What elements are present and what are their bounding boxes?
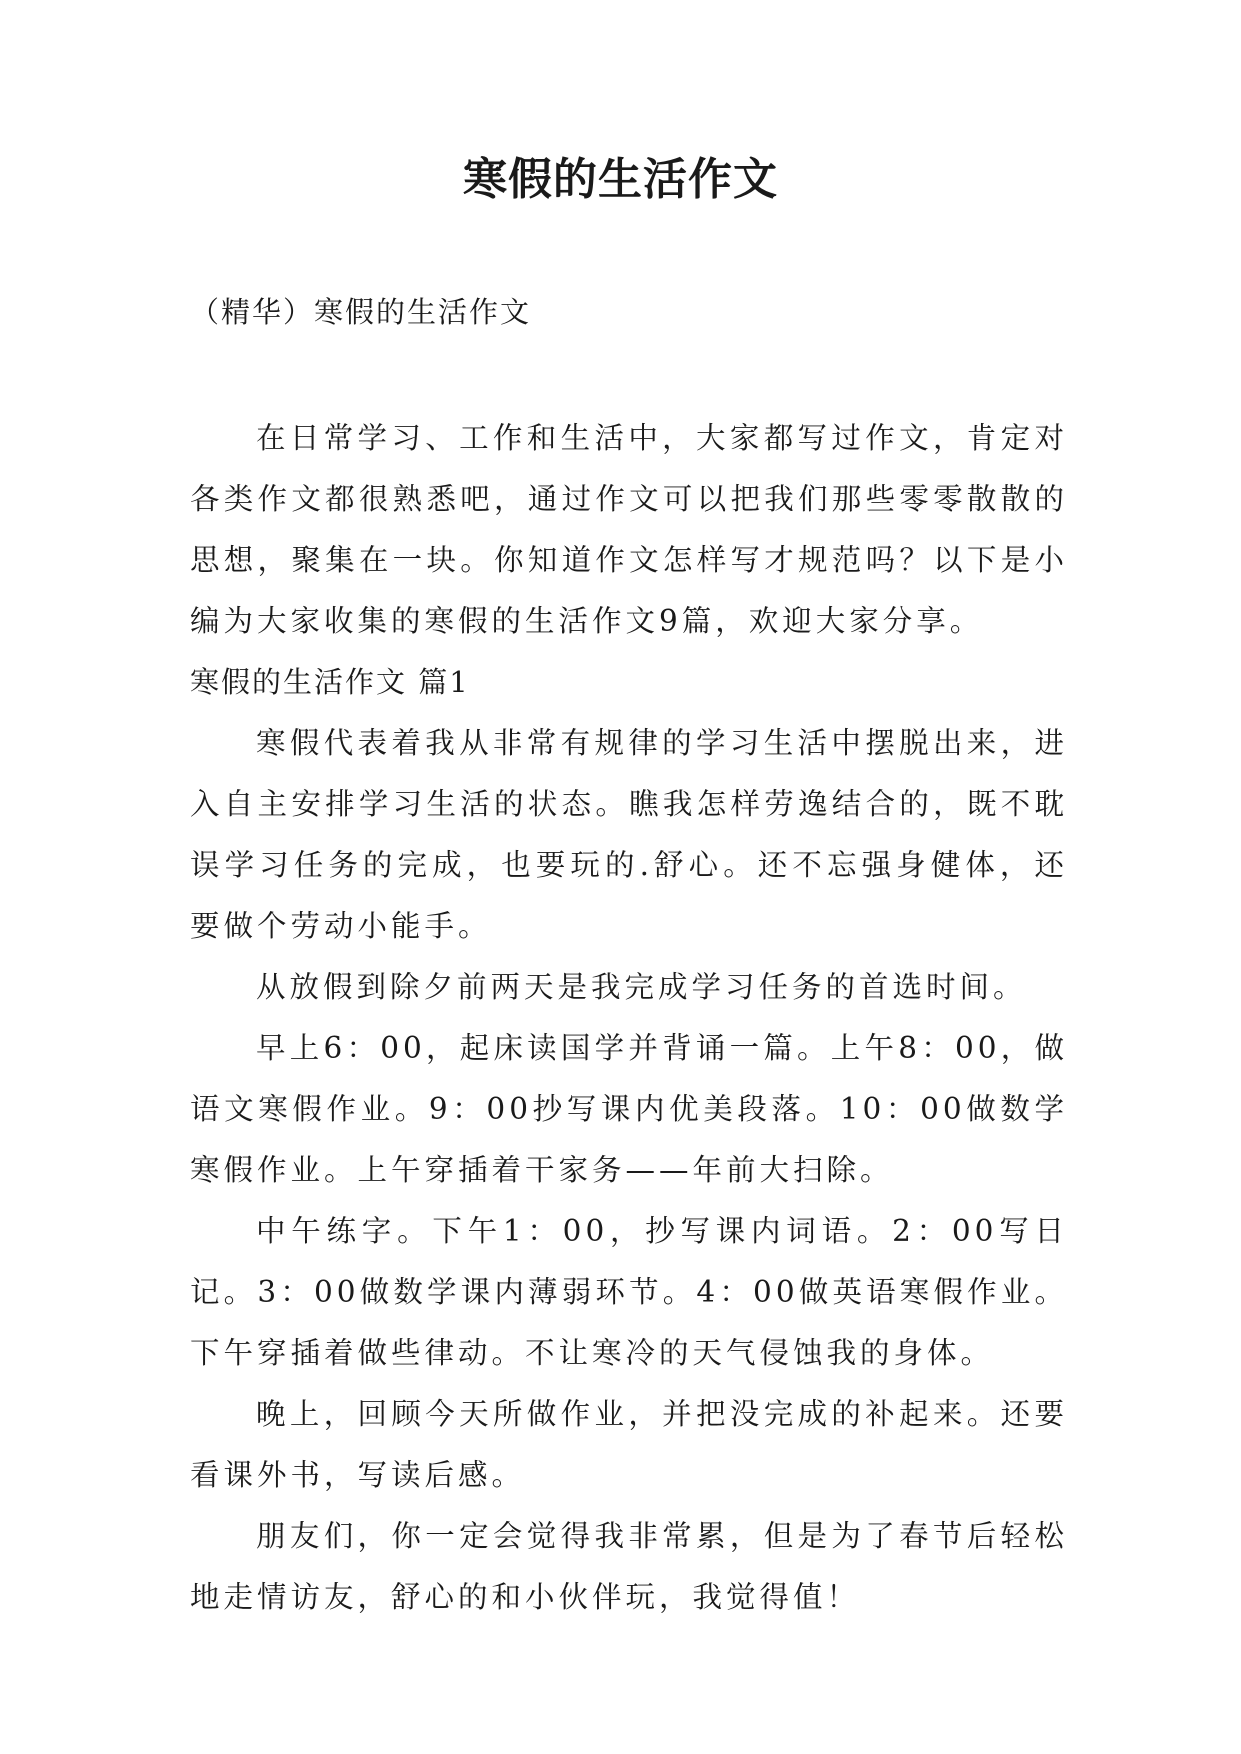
body-paragraph: 早上6：00，起床读国学并背诵一篇。上午8：00，做语文寒假作业。9：00抄写课内优美段落。10：00做数学寒假作业。上午穿插着干家务——年前大扫除。 (190, 1031, 1068, 1187)
document-subtitle: （精华）寒假的生活作文 (190, 295, 532, 329)
body-paragraph: 从放假到除夕前两天是我完成学习任务的首选时间。 (256, 970, 1027, 1004)
body-paragraph: 中午练字。下午1：00，抄写课内词语。2：00写日记。3：00做数学课内薄弱环节。4：00做英语寒假作业。下午穿插着做些律动。不让寒冷的天气侵蚀我的身体。 (190, 1214, 1068, 1370)
document-body (190, 408, 1068, 1628)
body-paragraph: 寒假代表着我从非常有规律的学习生活中摆脱出来，进入自主安排学习生活的状态。瞧我怎样劳逸结合的，既不耽误学习任务的完成，也要玩的.舒心。还不忘强身健体，还要做个劳动小能手。 (190, 726, 1068, 943)
body-paragraph: 晚上，回顾今天所做作业，并把没完成的补起来。还要看课外书，写读后感。 (190, 1397, 1068, 1492)
intro-paragraph: 在日常学习、工作和生活中，大家都写过作文，肯定对各类作文都很熟悉吧，通过作文可以把我们那些零零散散的思想，聚集在一块。你知道作文怎样写才规范吗？以下是小编为大家收集的寒假的生活作文9篇，欢迎大家分享。 (190, 421, 1068, 638)
document-title: 寒假的生活作文 (463, 154, 778, 205)
body-paragraph: 朋友们，你一定会觉得我非常累，但是为了春节后轻松地走情访友，舒心的和小伙伴玩，我觉得值！ (190, 1519, 1068, 1614)
section-heading: 寒假的生活作文 篇1 (190, 665, 470, 699)
